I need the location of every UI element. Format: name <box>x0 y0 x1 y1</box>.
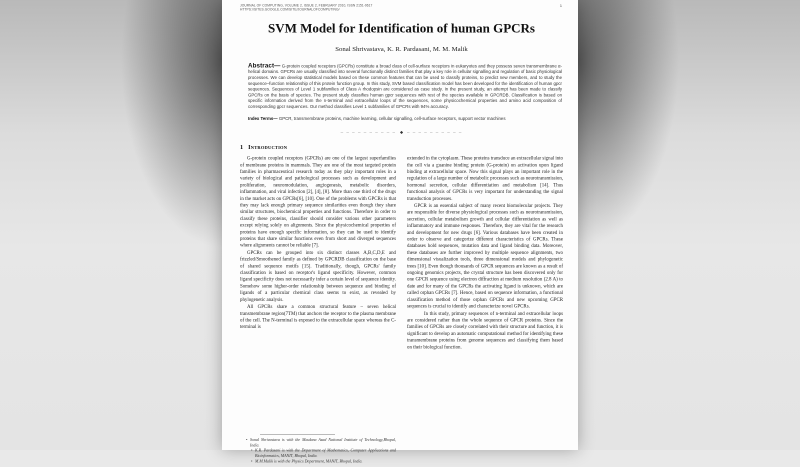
divider-dashes-right: – – – – – – – – – – <box>407 129 463 135</box>
viewer-background-left <box>0 0 222 450</box>
author-footnotes <box>240 434 396 467</box>
footnote-rule <box>260 434 335 435</box>
two-column-body <box>240 155 563 467</box>
section-title: Introduction <box>248 143 288 151</box>
footnote-item: • Sonal Shrivastava is with the Maulana Azad National Institute of Technology,Bhopal, India. <box>246 438 396 449</box>
section-divider <box>240 130 563 135</box>
section-number: 1 <box>240 143 244 151</box>
right-column <box>407 155 563 467</box>
journal-header-line1: JOURNAL OF COMPUTING, VOLUME 2, ISSUE 2, FEBRUARY 2010, ISSN 2151-9617 <box>240 4 373 8</box>
paper-authors: Sonal Shrivastava, K. R. Pardasani, M. M. Malik <box>335 44 468 53</box>
footnote-item: • M.M.Malik is with the Physics Department, MANIT, Bhopal, India. <box>251 459 396 464</box>
abstract-label: Abstract— <box>248 61 281 69</box>
abstract-text: G-protein coupled receptors (GPCRs) constitute a broad class of cell-surface receptors in eukaryotes and they possess seven transmembrane α-helical domains. GPCRs are usually classified into several functionally distinct families that play a key role in cellular signalling and regulation of basic physiological processes. We can develop statistical models based on these common features that can be used to classify proteins, to predict new members, and to study the sequence–function relationship of this protein function group. In this study, SVM based classification model has been developed for the identification of human gpcr sequences. Sequences of Level 1 subfamilies of Class A rhodopsin are considered as case study. In the present study, an attempt has been made to classify GPCRs on the basis of species. The present study classifies human gpcr sequences with rest of the species available in GPCRDB. Classification is based on specific information derived from the n-terminal and extracellular loops of the sequences, some physicochemical properties and amino acid composition of corresponding gpcr sequences. Our method classifies Level 1 subfamilies of GPCRs with 94% accuracy. <box>248 63 563 109</box>
body-paragraph: In this study, primary sequences of n-terminal and extracellular loops are considered rather than the whole sequence of GPCR proteins. Since the families of GPCRs are closely correlated with their structure and function, it is significant to develop an automatic computational method for identifying these transmembrane proteins from genome sequences and classifying them based on their biological function. <box>407 310 563 350</box>
body-paragraph: GPCRs can be grouped into six distinct classes A,B,C,D,E and frizzled/Smoothened family as defined by GPCRDB classification on the base of shared sequence motifs [15]. Traditionally, though, GPCRs' family classification is based on receptor's ligand specificity. However, common ligand specificity does not necessarily infer a certain level of sequence identity. Somehow some higher-order relationship between sequence and binding of ligands of a particular chemical class seems to exist, as revealed by phylogenetic analysis. <box>240 249 396 303</box>
journal-header-line2: HTTPS://SITES.GOOGLE.COM/SITE/JOURNALOFCOMPUTING/ <box>240 8 340 12</box>
paper-page <box>222 0 578 464</box>
index-terms <box>248 116 562 122</box>
footnote-item: • K.R. Pardasani is with the Department of Mathematics, Computer Applications and Bioinformatics, MANIT, Bhopal, India. <box>251 448 396 459</box>
divider-diamond-icon: ◆ <box>399 130 404 135</box>
body-paragraph: All GPCRs share a common structural feature – seven helical transmembrane region(7TM) that anchors the receptor to the plasma membrane of the cell. The N-terminal is exposed to the extracellular space whereas the C-terminal is <box>240 304 396 330</box>
paper-title: SVM Model for Identification of human GPCRs <box>268 21 535 36</box>
running-head <box>240 4 563 12</box>
page-number: 1 <box>559 3 562 8</box>
body-paragraph: G-protein coupled receptors (GPCRs) are one of the largest superfamilies of membrane proteins in mammals. They are one of the most targeted protein families in pharmaceutical research today as they play important roles in a variety of biological and pathological processes such as development and proliferation, neuromodulation, angiogenesis, metabolic disorders, inflammation, and viral infection [2], [4], [8]. More than one third of the drugs in the market acts on GPCRs[6], [10]. One of the problems with GPCRs is that they may lack enough primary sequence similarities even though they share similar structures, biochemical properties and functions. Therefore in order to classify these proteins, classifier should consider various other parameters except relying solely on alignments. Since the physicochemical properties of proteins have enough specific information, so they can be used to identify proteins that share similar functions even from short and diverged sequences where alignments cannot be reliable [7]. <box>240 155 396 249</box>
abstract <box>248 63 562 110</box>
section-heading <box>240 144 563 152</box>
body-paragraph: GPCR is an essential subject of many recent biomolecular projects. They are responsible for diverse physiological processes such as neurotransmission, secretion, cellular metabolism growth and cellular differentiation as well as inflammatory and immune responses. Therefore, they are vital for the research and development for new drugs [6]. Various databases have been created in order to observe and categorize different characteristics of GPCRs. These databases hold sequences, mutation data and ligand binding data. Moreover, these databases are further improved by multiple sequence alignments, two dimensional visualization tools, three dimensional models and phylogenetic trees [10]. Even though thousands of GPCR sequences are known as a result of ongoing genomics projects, the crystal structure has been discovered only for one GPCR sequence using electron diffraction at medium resolution (2.8 A) to date and for many of the GPCRs the activating ligand is unknown, which are called orphan GPCRs [7]. Hence, based on sequence information, a functional classification method of those orphan GPCRs and new upcoming GPCR sequences is crucial to identify and characterize novel GPCRs. <box>407 203 563 310</box>
viewer-background-right <box>578 0 800 450</box>
index-terms-label: Index Terms— <box>248 115 278 121</box>
journal-header <box>240 4 372 12</box>
left-column <box>240 155 396 467</box>
divider-dashes-left: – – – – – – – – – – <box>340 129 396 135</box>
index-terms-text: GPCR, transmembrane proteins, machine learning, cellular signalling, cell-surface receptors, support vector machines <box>277 115 506 121</box>
body-paragraph: extended in the cytoplasm. These proteins transduce an extracellular signal into the cell via a guanine binding protein (G-protein) on activation upon ligand binding at extracellular space. Now this signal plays an important role in the regulation of a large number of metabolic processes such as neurotransmission, hormonal secretion, cellular differentiation and metabolism [14]. Thus functional analysis of GPCRs is very important for understanding the signal transduction processes. <box>407 155 563 202</box>
